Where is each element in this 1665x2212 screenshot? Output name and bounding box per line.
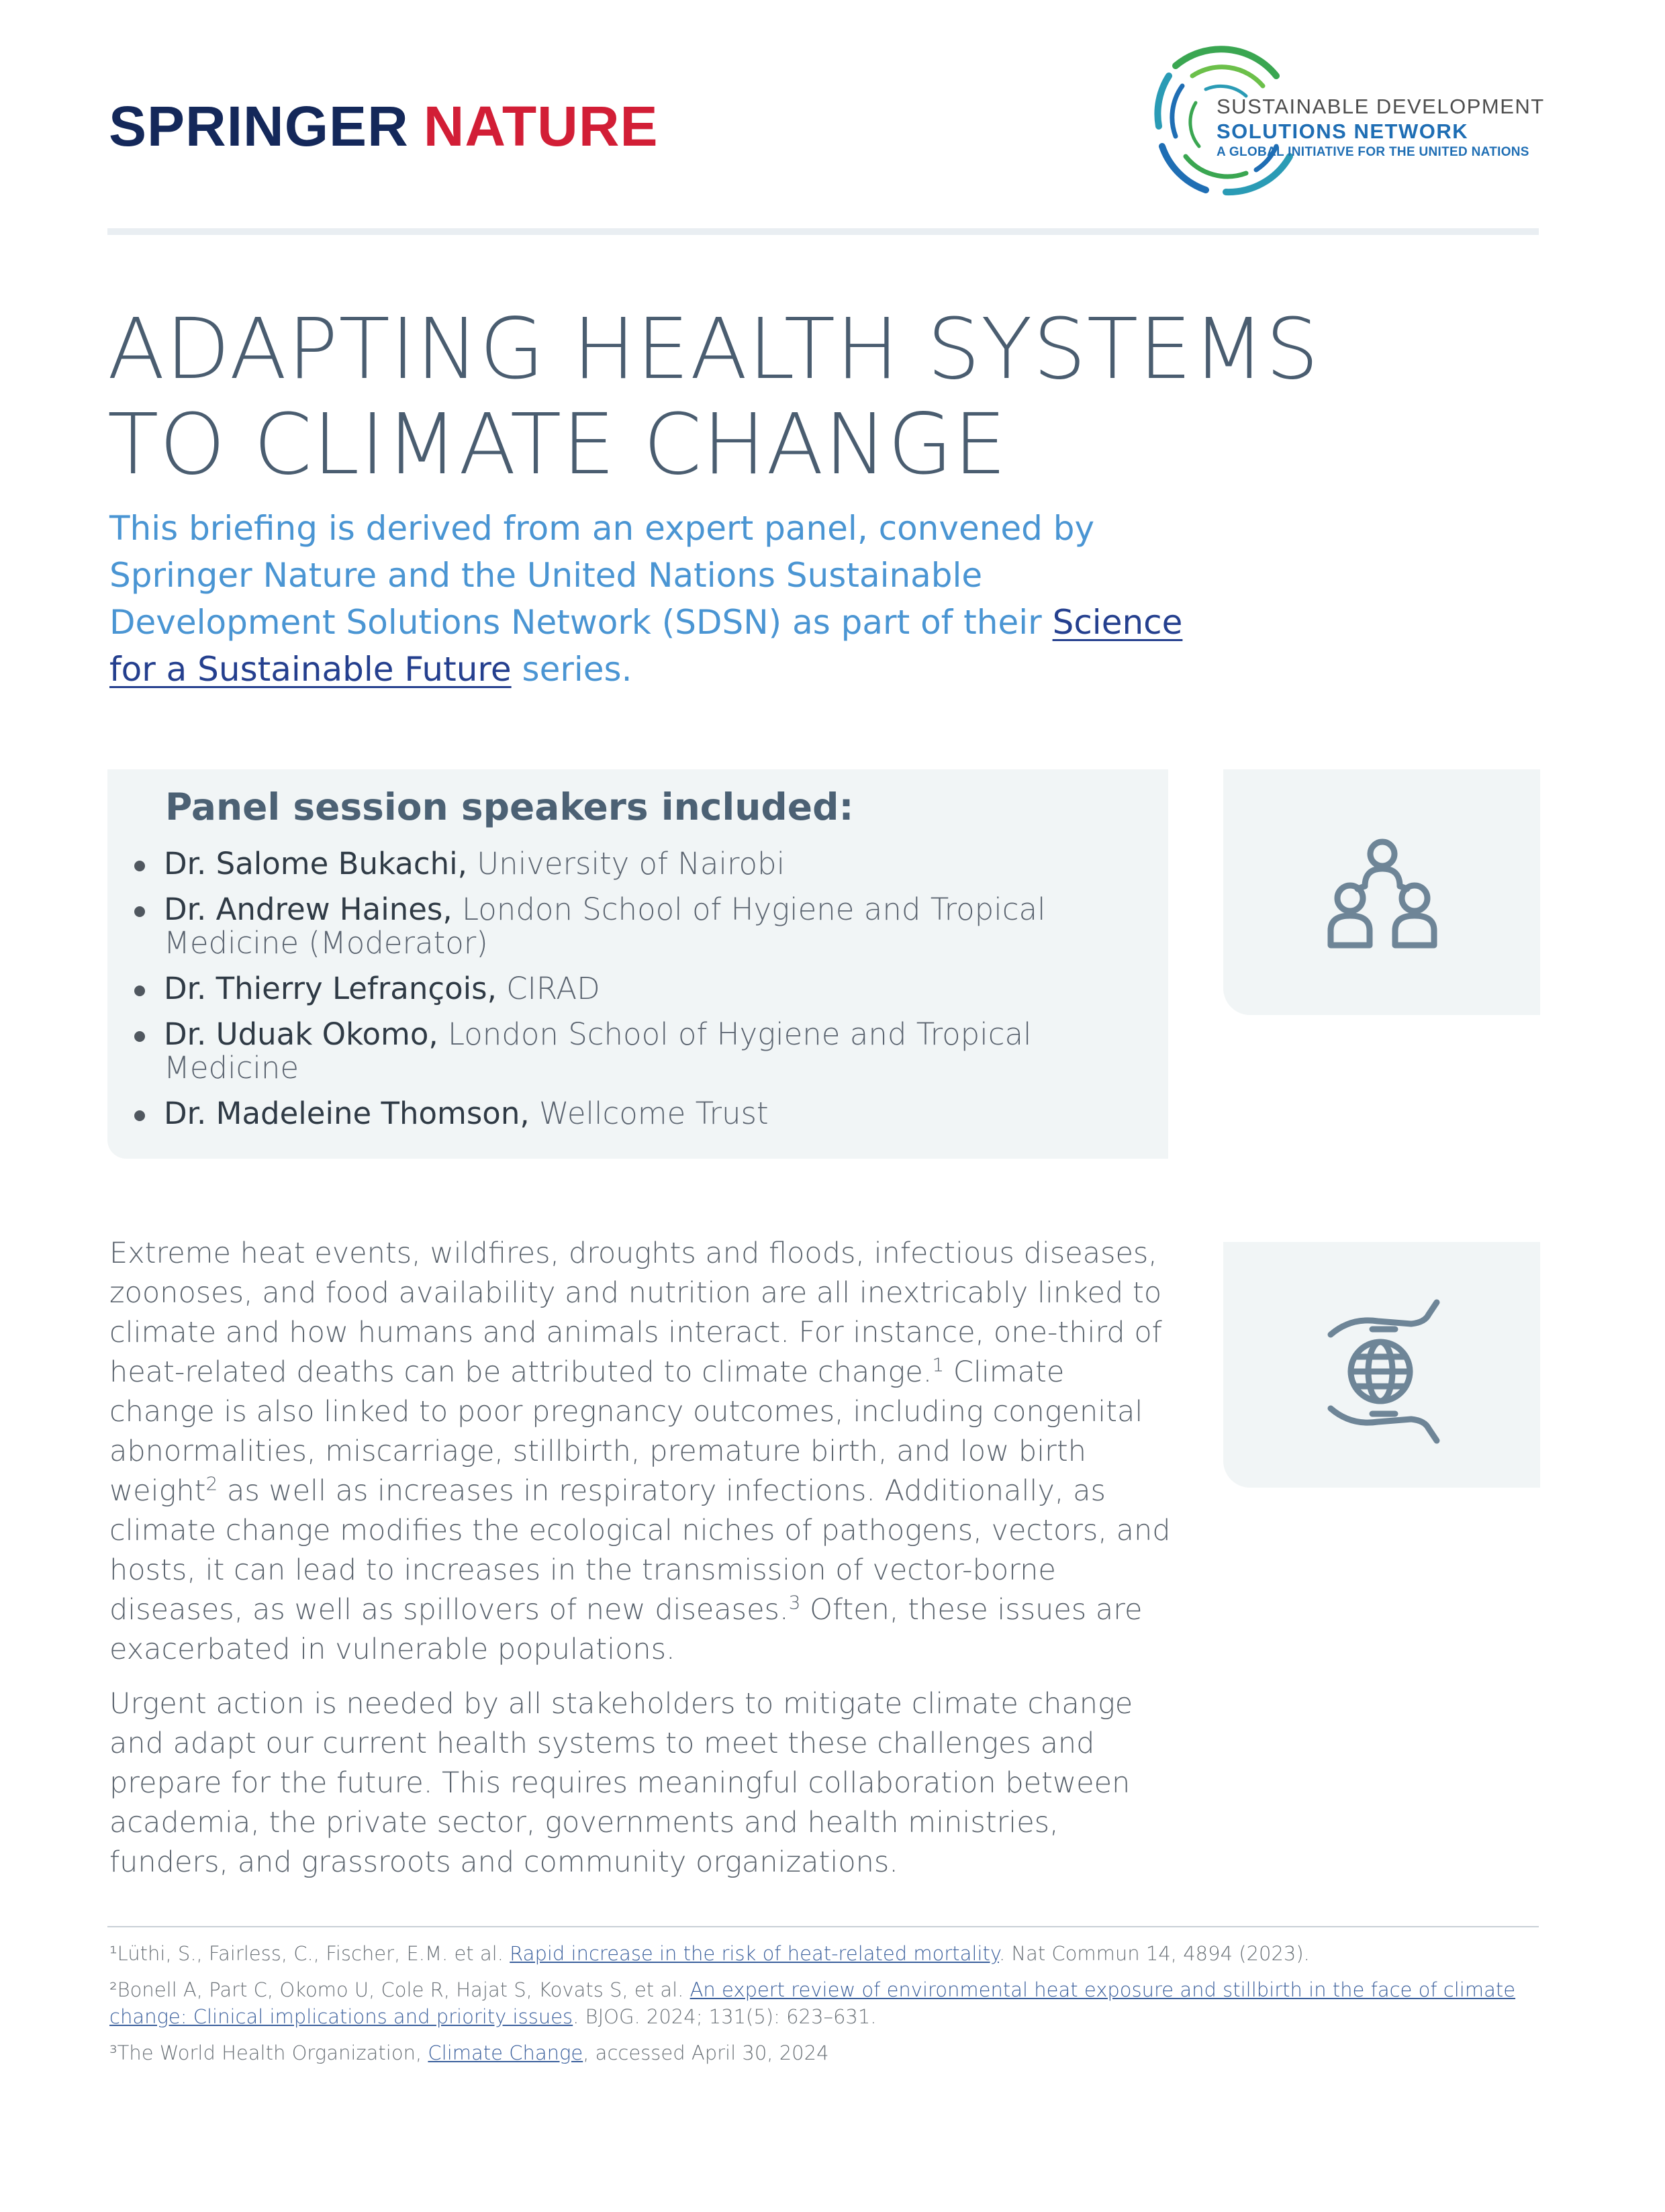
footnote-text: , accessed April 30, 2024 — [583, 2041, 829, 2064]
speaker-name: Dr. Andrew Haines, — [164, 892, 453, 927]
footnote-2 — [109, 1976, 1533, 2030]
list-item — [133, 893, 1153, 960]
speaker-name: Dr. Thierry Lefrançois, — [164, 971, 497, 1006]
footnote-divider — [107, 1926, 1539, 1927]
footnote-text: . BJOG. 2024; 131(5): 623–631. — [573, 2005, 877, 2028]
list-item — [133, 847, 1153, 881]
speaker-affiliation: University of Nairobi — [467, 846, 786, 881]
footnote-ref-1: 1 — [932, 1353, 945, 1376]
title-line-2: TO CLIMATE CHANGE — [107, 396, 1008, 493]
speaker-name: Dr. Madeleine Thomson, — [164, 1096, 530, 1131]
sdsn-wordmark — [1217, 94, 1545, 161]
footnotes — [109, 1940, 1533, 2076]
intro-text: This briefing is derived from an expert panel, convened by Springer Nature and the United Nations Sustainable Development Solutions Network (SDSN) as part of their — [109, 509, 1095, 642]
logo-word-springer: SPRINGER — [109, 95, 409, 158]
people-group-icon — [1223, 769, 1540, 1015]
footnote-marker: ² — [109, 1978, 117, 2001]
header-divider — [107, 228, 1539, 235]
footnote-ref-3: 3 — [788, 1591, 801, 1614]
body-text-span: as well as increases in respiratory infections. Additionally, as climate change modifies the ecological niches of pathogens, vectors, and hosts, it can lead to increases in the transmission of vector-borne diseases, as well as spillovers of new diseases. — [109, 1474, 1171, 1627]
title-line-1: ADAPTING HEALTH SYSTEMS — [107, 301, 1320, 398]
hands-holding-globe-icon — [1223, 1242, 1540, 1488]
speaker-name: Dr. Salome Bukachi, — [164, 846, 467, 881]
footnote-text: Bonell A, Part C, Okomo U, Cole R, Hajat S, Kovats S, et al. — [117, 1978, 690, 2001]
footnote-link[interactable]: Rapid increase in the risk of heat-related mortality — [510, 1942, 999, 1965]
body-paragraph-2: Urgent action is needed by all stakeholders to mitigate climate change and adapt our current health systems to meet these challenges and prepare for the future. This requires meaningful collaboration between academia, the private sector, governments and health ministries, funders, and grassroots and community organizations. — [109, 1687, 1133, 1879]
panel-heading: Panel session speakers included: — [165, 785, 854, 828]
footnote-1 — [109, 1940, 1533, 1967]
body-text-span: Climate change is also linked to poor pregnancy outcomes, including congenital abnormalities, miscarriage, stillbirth, premature birth, and low birth weight — [109, 1355, 1143, 1508]
page-title — [107, 301, 1320, 493]
list-item — [133, 1018, 1153, 1085]
body-text — [109, 1234, 1177, 1897]
speaker-affiliation: London School of Hygiene and Tropical Medicine (Moderator) — [164, 892, 1046, 961]
body-paragraph-1 — [109, 1234, 1177, 1670]
globe-icon-card — [1223, 1242, 1540, 1488]
speaker-affiliation: Wellcome Trust — [529, 1096, 769, 1131]
intro-text-end: series. — [511, 650, 632, 689]
sdsn-line-1: SUSTAINABLE DEVELOPMENT — [1217, 95, 1545, 118]
footnote-link[interactable]: Climate Change — [428, 2041, 583, 2064]
footnote-text: The World Health Organization, — [117, 2041, 428, 2064]
body-text-span: Often, these issues are exacerbated in vulnerable populations. — [109, 1593, 1143, 1666]
list-item — [133, 972, 1153, 1006]
footnote-marker: ³ — [109, 2041, 117, 2064]
series-link[interactable]: Science for a Sustainable Future — [109, 603, 1183, 689]
speaker-affiliation: London School of Hygiene and Tropical Medicine — [164, 1016, 1032, 1086]
list-item — [133, 1097, 1153, 1131]
footnote-link[interactable]: An expert review of environmental heat exposure and stillbirth in the face of climate change: Clinical implications and priority issues — [109, 1978, 1516, 2028]
footnote-marker: ¹ — [109, 1942, 117, 1965]
people-icon-card — [1223, 769, 1540, 1015]
body-text-span: Extreme heat events, wildfires, droughts and floods, infectious diseases, zoonoses, and food availability and nutrition are all inextricably linked to climate and how humans and animals interact. For instance, one-third of heat-related deaths can be attributed to climate change. — [109, 1237, 1162, 1389]
sdsn-line-2: SOLUTIONS NETWORK — [1217, 119, 1469, 143]
intro-paragraph — [109, 505, 1197, 693]
speaker-name: Dr. Uduak Okomo, — [164, 1016, 438, 1052]
footnote-text: Lüthi, S., Fairless, C., Fischer, E.M. et al. — [117, 1942, 510, 1965]
footnote-text: . Nat Commun 14, 4894 (2023). — [998, 1942, 1310, 1965]
footnote-3 — [109, 2039, 1533, 2066]
footnote-ref-2: 2 — [205, 1472, 218, 1495]
speakers-list — [133, 847, 1153, 1143]
springer-nature-logo — [109, 95, 659, 158]
speaker-affiliation: CIRAD — [496, 971, 600, 1006]
logo-word-nature: NATURE — [423, 95, 659, 158]
sdsn-tagline: A GLOBAL INITIATIVE FOR THE UNITED NATIONS — [1217, 145, 1529, 159]
